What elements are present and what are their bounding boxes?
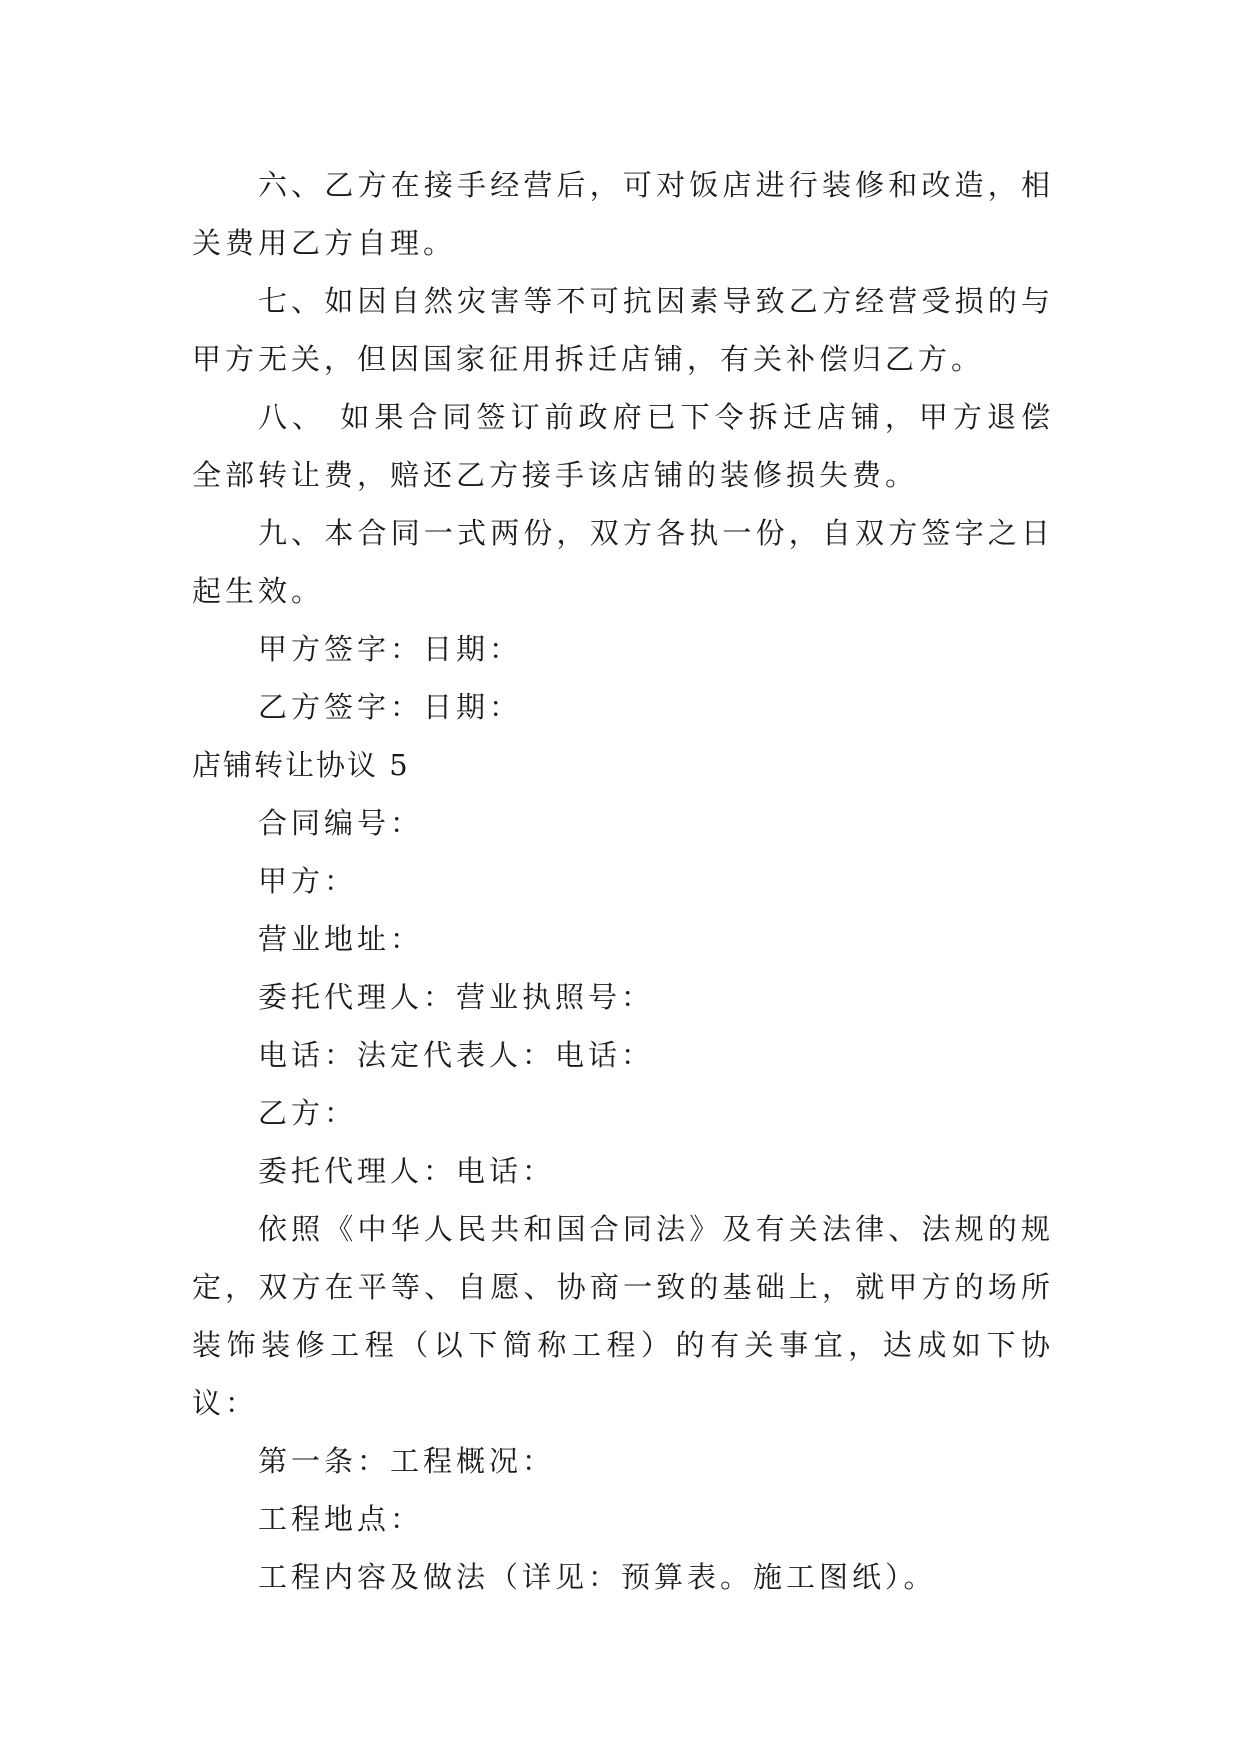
clause-six: 六、乙方在接手经营后，可对饭店进行装修和改造，相关费用乙方自理。: [192, 168, 1054, 260]
party-b-signature-line: 乙方签字：日期：: [258, 690, 523, 724]
project-content-line: 工程内容及做法（详见：预算表。施工图纸）。: [258, 1560, 937, 1594]
project-location-line: 工程地点：: [258, 1502, 424, 1536]
party-a-signature-line: 甲方签字：日期：: [258, 632, 523, 666]
agent-license-line: 委托代理人：营业执照号：: [258, 980, 655, 1014]
clause-seven: 七、如因自然灾害等不可抗因素导致乙方经营受损的与甲方无关，但因国家征用拆迁店铺，有关补偿归乙方。: [192, 284, 1054, 376]
article-one-heading: 第一条：工程概况：: [258, 1444, 556, 1478]
section-title: 店铺转让协议 5: [192, 748, 410, 782]
party-b-line: 乙方：: [258, 1096, 358, 1130]
clause-eight: 八、 如果合同签订前政府已下令拆迁店铺，甲方退偿全部转让费，赔还乙方接手该店铺的装修损失费。: [192, 400, 1054, 492]
preamble-paragraph: 依照《中华人民共和国合同法》及有关法律、法规的规定，双方在平等、自愿、协商一致的基础上，就甲方的场所装饰装修工程（以下简称工程）的有关事宜，达成如下协议：: [192, 1212, 1054, 1420]
clause-nine: 九、本合同一式两份，双方各执一份，自双方签字之日起生效。: [192, 516, 1054, 608]
party-a-line: 甲方：: [258, 864, 358, 898]
contract-number-line: 合同编号：: [258, 806, 424, 840]
phone-representative-line: 电话：法定代表人：电话：: [258, 1038, 655, 1072]
agent-phone-line: 委托代理人：电话：: [258, 1154, 556, 1188]
document-body: [192, 156, 1054, 1606]
business-address-line: 营业地址：: [258, 922, 424, 956]
